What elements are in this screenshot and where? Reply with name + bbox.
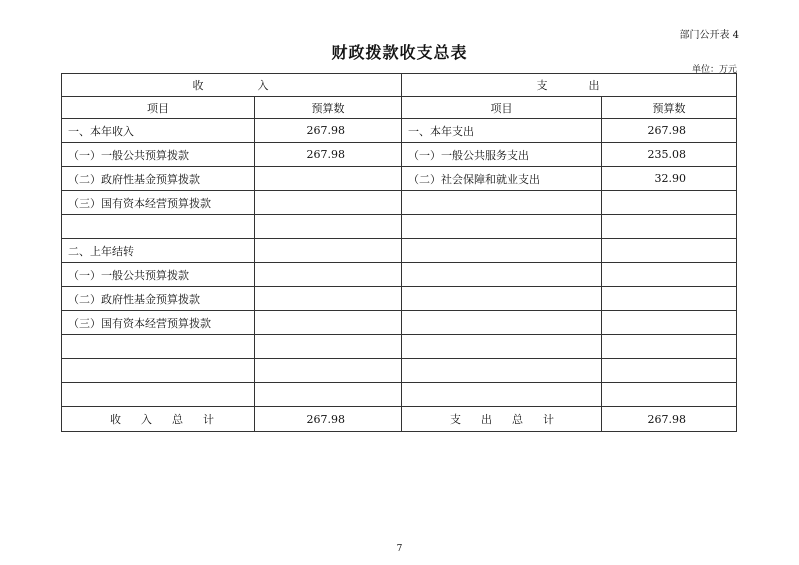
expense-item	[402, 359, 602, 383]
table-row	[62, 263, 737, 287]
column-header-row	[62, 97, 737, 119]
expense-item-header: 项目	[402, 97, 602, 119]
expense-value	[602, 239, 737, 263]
doc-label: 部门公开表 4	[679, 30, 739, 41]
income-item: 一、本年收入	[62, 119, 255, 143]
income-value	[255, 359, 402, 383]
table-row	[62, 215, 737, 239]
expense-item	[402, 191, 602, 215]
table-row	[62, 119, 737, 143]
table-row	[62, 191, 737, 215]
table-row	[62, 359, 737, 383]
expense-item	[402, 287, 602, 311]
expense-section-header: 支 出	[402, 74, 737, 97]
income-item	[62, 383, 255, 407]
income-item: （三）国有资本经营预算拨款	[62, 311, 255, 335]
expense-item: 一、本年支出	[402, 119, 602, 143]
table-row	[62, 143, 737, 167]
page-title: 财政拨款收支总表	[331, 43, 468, 62]
section-header-row	[62, 74, 737, 97]
expense-value	[602, 311, 737, 335]
income-item: （一）一般公共预算拨款	[62, 143, 255, 167]
expense-value: 267.98	[602, 119, 737, 143]
table-row	[62, 287, 737, 311]
expense-total-value: 267.98	[602, 407, 737, 432]
table-row	[62, 335, 737, 359]
expense-item	[402, 335, 602, 359]
income-item-header: 项目	[62, 97, 255, 119]
page-number: 7	[396, 544, 403, 554]
income-value	[255, 335, 402, 359]
table-row	[62, 239, 737, 263]
expense-item: （一）一般公共服务支出	[402, 143, 602, 167]
expense-value	[602, 191, 737, 215]
expense-budget-header: 预算数	[602, 97, 737, 119]
table-row	[62, 383, 737, 407]
income-item	[62, 215, 255, 239]
income-item: （二）政府性基金预算拨款	[62, 167, 255, 191]
expense-value	[602, 287, 737, 311]
income-item: 二、上年结转	[62, 239, 255, 263]
total-row	[62, 407, 737, 432]
expense-value: 32.90	[602, 167, 737, 191]
income-item: （二）政府性基金预算拨款	[62, 287, 255, 311]
income-item: （一）一般公共预算拨款	[62, 263, 255, 287]
finance-table	[61, 73, 737, 432]
income-value	[255, 167, 402, 191]
income-value	[255, 287, 402, 311]
income-value	[255, 263, 402, 287]
income-value	[255, 191, 402, 215]
income-total-value: 267.98	[255, 407, 402, 432]
income-value	[255, 383, 402, 407]
expense-item	[402, 263, 602, 287]
table-row	[62, 167, 737, 191]
income-budget-header: 预算数	[255, 97, 402, 119]
expense-value	[602, 359, 737, 383]
expense-value	[602, 263, 737, 287]
income-total-label: 收入总计	[62, 407, 255, 432]
expense-item	[402, 383, 602, 407]
expense-item	[402, 239, 602, 263]
expense-value	[602, 383, 737, 407]
expense-item	[402, 215, 602, 239]
expense-value	[602, 215, 737, 239]
income-value: 267.98	[255, 143, 402, 167]
income-value	[255, 215, 402, 239]
expense-item	[402, 311, 602, 335]
income-value: 267.98	[255, 119, 402, 143]
income-item: （三）国有资本经营预算拨款	[62, 191, 255, 215]
expense-item: （二）社会保障和就业支出	[402, 167, 602, 191]
unit-label: 单位：万元	[691, 65, 737, 75]
expense-total-label: 支出总计	[402, 407, 602, 432]
expense-value: 235.08	[602, 143, 737, 167]
income-value	[255, 239, 402, 263]
table-row	[62, 311, 737, 335]
income-item	[62, 359, 255, 383]
income-item	[62, 335, 255, 359]
income-section-header: 收 入	[62, 74, 402, 97]
income-value	[255, 311, 402, 335]
expense-value	[602, 335, 737, 359]
